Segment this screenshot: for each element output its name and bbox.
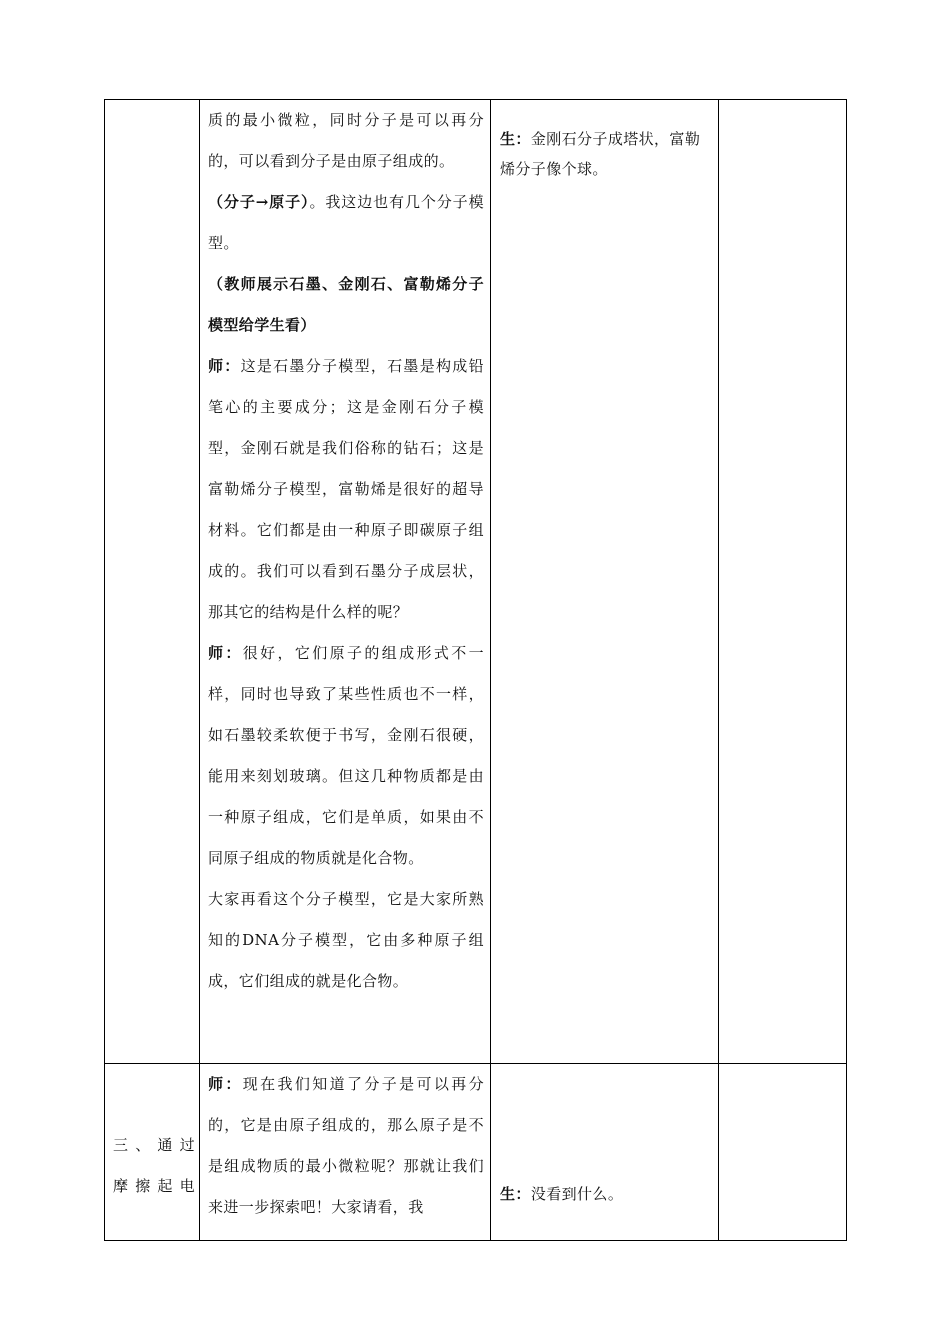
student-response: 生：没看到什么。 [500,1185,624,1203]
paragraph: 师：这是石墨分子模型，石墨是构成铅笔心的主要成分；这是金刚石分子模型，金刚石就是我们俗称的钻石；这是富勒烯分子模型，富勒烯是很好的超导材料。它们都是由一种原子即碳原子组成的。我们可以看到石墨分子成层状，那其它的结构是什么样的呢？ [208,357,484,621]
student-activity-cell [491,1064,719,1241]
student-response: 生：金刚石分子成塔状，富勒烯分子像个球。 [500,130,701,178]
paragraph: 师：很好，它们原子的组成形式不一样，同时也导致了某些性质也不一样，如石墨较柔软便于书写，金刚石很硬，能用来刻划玻璃。但这几种物质都是由一种原子组成，它们是单质，如果由不同原子组成的物质就是化合物。 [208,644,484,867]
notes-cell [719,100,847,1064]
student-activity-cell [491,100,719,1064]
table-row [105,100,847,1064]
lesson-plan-table [104,99,847,1241]
section-title: 三、通过 摩擦起电 [113,1136,195,1195]
teacher-activity-cell [200,100,491,1064]
section-cell [105,100,200,1064]
paragraph: 大家再看这个分子模型，它是大家所熟知的DNA分子模型，它由多种原子组成，它们组成的就是化合物。 [208,890,484,990]
notes-cell [719,1064,847,1241]
paragraph: 质的最小微粒，同时分子是可以再分的，可以看到分子是由原子组成的。 [208,111,484,170]
table-row [105,1064,847,1241]
paragraph: 师：现在我们知道了分子是可以再分的，它是由原子组成的，那么原子是不是组成物质的最小微粒呢？那就让我们来进一步探索吧！大家请看，我 [208,1075,484,1216]
teacher-activity-cell [200,1064,491,1241]
section-cell [105,1064,200,1241]
paragraph: （分子→原子）。我这边也有几个分子模型。 [208,193,484,252]
paragraph: （教师展示石墨、金刚石、富勒烯分子模型给学生看） [208,275,484,334]
